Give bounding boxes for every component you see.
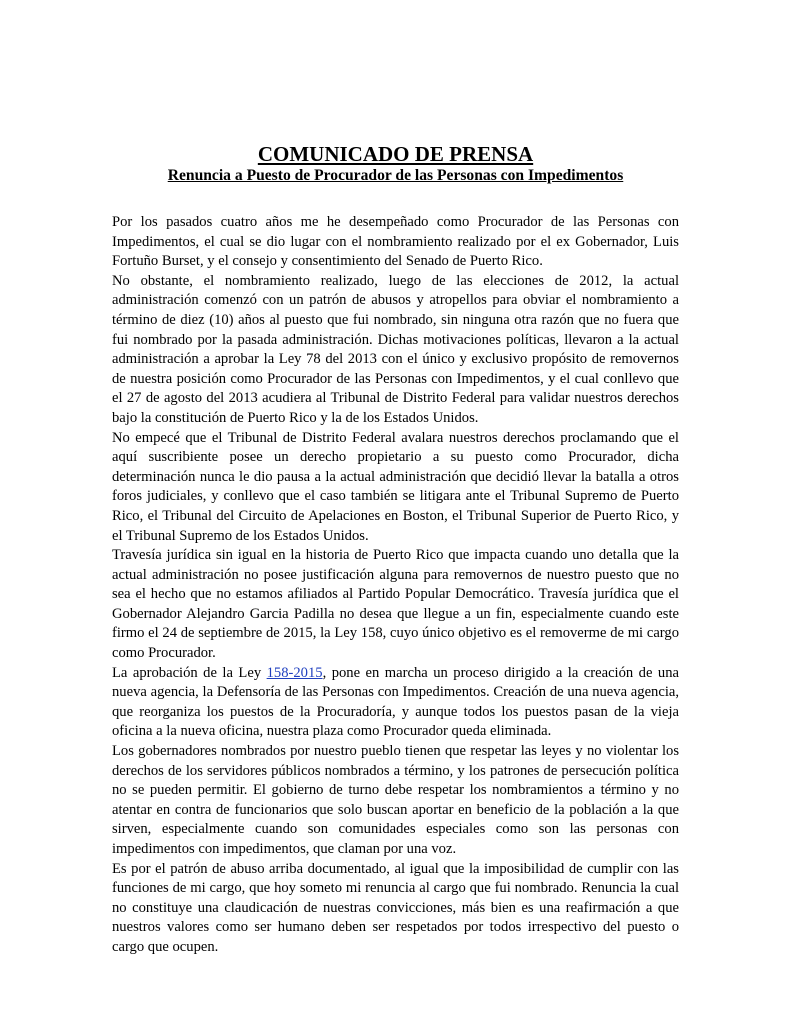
paragraph-7: Es por el patrón de abuso arriba documentado, al igual que la imposibilidad de cumplir con las funciones de mi cargo, que hoy someto mi renuncia al cargo que fui nombrado. Renuncia la cual no constituye una claudicación de nuestras convicciones, más bien es una reafirmación a que nuestros valores como ser humano deben ser respetados por todos irrespectivo del puesto o cargo que ocupen. bbox=[112, 860, 679, 955]
document-subtitle: Renuncia a Puesto de Procurador de las Personas con Impedimentos bbox=[167, 167, 624, 184]
law-158-2015-link[interactable]: 158-2015 bbox=[266, 664, 323, 681]
document-title: COMUNICADO DE PRENSA bbox=[257, 142, 534, 166]
paragraph-1: Por los pasados cuatro años me he desempeñado como Procurador de las Personas con Impedimentos, el cual se dio lugar con el nombramiento realizado por el ex Gobernador, Luis Fortuño Burset, y el consejo y consentimiento del Senado de Puerto Rico. bbox=[112, 214, 679, 270]
paragraph-5-start: La aprobación de la Ley bbox=[112, 664, 267, 681]
paragraph-5 bbox=[112, 664, 679, 742]
document-body bbox=[112, 213, 679, 958]
document-page bbox=[112, 142, 679, 958]
paragraph-5-end: , pone en marcha un proceso dirigido a la creación de una nueva agencia, la Defensoría de las Personas con Impedimentos. Creación de una nueva agencia, que reorganiza los puestos de la Procuradoría, y aunque todos los puestos pasan de la vieja oficina a la nueva oficina, nuestra plaza como Procurador queda eliminada. bbox=[112, 664, 679, 740]
paragraph-4: Travesía jurídica sin igual en la historia de Puerto Rico que impacta cuando uno detalla que la actual administración no posee justificación alguna para removernos de nuestro puesto que no sea el hecho que no estamos afiliados al Partido Popular Democrático. Travesía jurídica que el Gobernador Alejandro Garcia Padilla no desea que llegue a un fin, especialmente cuando este firmo el 24 de septiembre de 2015, la Ley 158, cuyo único objetivo es el removerme de mi cargo como Procurador. bbox=[112, 547, 679, 662]
paragraph-2: No obstante, el nombramiento realizado, luego de las elecciones de 2012, la actual administración comenzó con un patrón de abusos y atropellos para obviar el nombramiento a término de diez (10) años al puesto que fui nombrado, sin ninguna otra razón que no fuera que fui nombrado por la pasada administración. Dichas motivaciones políticas, llevaron a la actual administración a aprobar la Ley 78 del 2013 con el único y exclusivo propósito de removernos de nuestra posición como Procurador de las Personas con Impedimentos, y el cual conllevo que el 27 de agosto del 2013 acudiera al Tribunal de Distrito Federal para validar nuestros derechos bajo la constitución de Puerto Rico y la de los Estados Unidos. bbox=[112, 272, 679, 426]
paragraph-6: Los gobernadores nombrados por nuestro pueblo tienen que respetar las leyes y no violentar los derechos de los servidores públicos nombrados a término, y los patrones de persecución política no se pueden permitir. El gobierno de turno debe respetar los nombramientos a término y no atentar en contra de funcionarios que solo buscan aportar en beneficio de la población a la que sirven, especialmente cuando son comunidades especiales como son las personas con impedimentos con impedimentos, que claman por una voz. bbox=[112, 743, 679, 857]
paragraph-3: No empecé que el Tribunal de Distrito Federal avalara nuestros derechos proclamando que el aquí suscribiente posee un derecho propietario a su puesto como Procurador, dicha determinación nunca le dio pausa a la actual administración que decidió llevar la batalla a otros foros judiciales, y conllevo que el caso también se litigara ante el Tribunal Supremo de Puerto Rico, el Tribunal del Circuito de Apelaciones en Boston, el Tribunal Superior de Puerto Rico, y el Tribunal Supremo de los Estados Unidos. bbox=[112, 429, 679, 544]
